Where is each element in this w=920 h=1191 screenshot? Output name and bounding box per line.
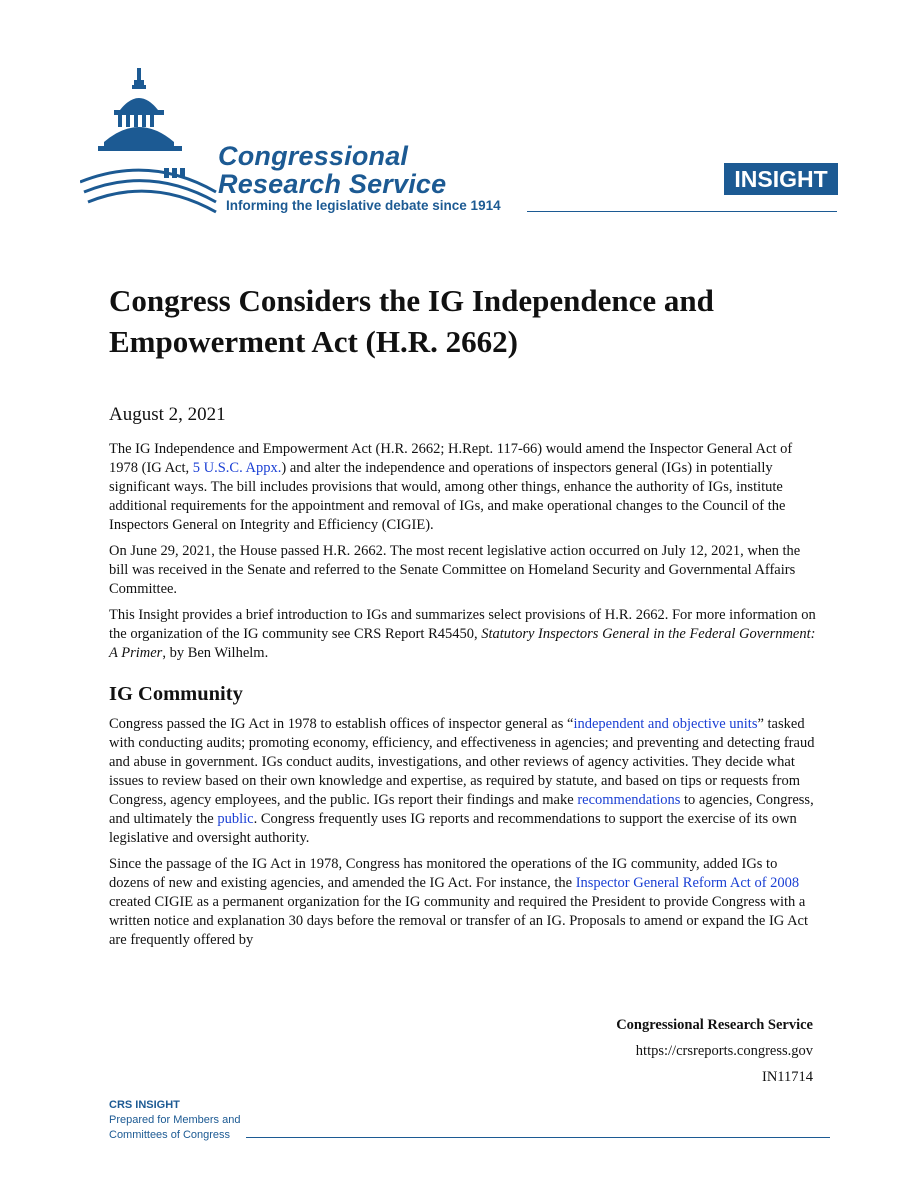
crs-logo [80, 62, 540, 222]
text-run: . Congress frequently uses IG reports and recommendations to support the exercise of its own legislative and oversight authority. [109, 811, 797, 846]
paragraph-history [109, 855, 821, 950]
text-run: This Insight provides a brief introduction to IGs and summarizes select provisions of H.R. 2662. For more information on the organization of the IG community see CRS Report R45450, [109, 607, 816, 642]
section-heading: IG Community [109, 683, 243, 705]
footer-info [616, 1012, 813, 1090]
text-run: Congress passed the IG Act in 1978 to establish offices of inspector general as “ [109, 716, 574, 732]
brand-tagline: Informing the legislative debate since 1914 [226, 198, 501, 213]
crs-insight-tag: CRS INSIGHT [109, 1099, 180, 1111]
independent-objective-units-link[interactable]: independent and objective units [573, 716, 758, 732]
prepared-line-2: Committees of Congress [109, 1129, 231, 1141]
text-run: , by Ben Wilhelm. [162, 645, 269, 661]
report-id: IN11714 [761, 1069, 813, 1085]
text-run: created CIGIE as a permanent organization for the IG community and required the President to provide Congress with a written notice and explanation 30 days before the removal or transfer of an IG. Proposals to amend or expand the IG Act are frequently offered by [109, 894, 809, 948]
text-run: ) and alter the independence and operations of inspectors general (IGs) in potentially significant ways. The bill includes provisions that would, among other things, enhance the authority of IGs, institute additional requirements for the appointment and removal of IGs, and make operational changes to the Council of the Inspectors General on Integrity and Efficiency (CIGIE). [109, 460, 786, 533]
text-run: The IG Independence and Empowerment Act (H.R. 2662; H.Rept. 117-66) would amend the Inspector General Act of 1978 (IG Act, [109, 441, 793, 476]
footer-org: Congressional Research Service [616, 1017, 813, 1033]
brand-line-1: Congressional [218, 141, 409, 171]
brand-line-2: Research Service [218, 169, 447, 199]
ig-reform-act-link[interactable]: Inspector General Reform Act of 2008 [575, 875, 800, 891]
report-title: Statutory Inspectors General in the Federal Government: A Primer [109, 626, 816, 661]
text-run: ” tasked with conducting audits; promoting economy, efficiency, and effectiveness in agencies; and preventing and detecting fraud and abuse in government. IGs conduct audits, investigations, and other reviews of agency activities. They decide what issues to review based on their own knowledge and expertise, as required by statute, and based on tips or requests from Congress, agency employees, and the public. IGs report their findings and make [109, 716, 815, 808]
prepared-line-1: Prepared for Members and [109, 1114, 241, 1126]
public-link[interactable]: public [217, 811, 254, 827]
tagline-rule [527, 211, 837, 212]
paragraph-overview [109, 606, 821, 663]
usc-appx-link[interactable]: 5 U.S.C. Appx. [192, 460, 282, 476]
publication-date: August 2, 2021 [109, 404, 226, 425]
footer-rule [246, 1137, 830, 1138]
capitol-dome-icon [80, 62, 230, 222]
page-title: Congress Considers the IG Independence and Empowerment Act (H.R. 2662) [109, 283, 714, 359]
paragraph-intro [109, 440, 821, 535]
footer-tag [109, 1098, 240, 1143]
recommendations-link[interactable]: recommendations [577, 792, 681, 808]
paragraph-legislative-action: On June 29, 2021, the House passed H.R. 2662. The most recent legislative action occurred on July 12, 2021, when the bill was received in the Senate and referred to the Senate Committee on Homeland Security and Governmental Affairs Committee. [109, 543, 801, 597]
paragraph-ig-act [109, 715, 821, 848]
text-run: Since the passage of the IG Act in 1978, Congress has monitored the operations of the IG community, added IGs to dozens of new and existing agencies, and amended the IG Act. For instance, the [109, 856, 778, 891]
insight-badge: INSIGHT [724, 163, 838, 195]
text-run: to agencies, Congress, and ultimately the [109, 792, 814, 827]
footer-url: https://crsreports.congress.gov [635, 1043, 813, 1059]
brand-name [218, 142, 446, 198]
document-body [109, 440, 821, 957]
